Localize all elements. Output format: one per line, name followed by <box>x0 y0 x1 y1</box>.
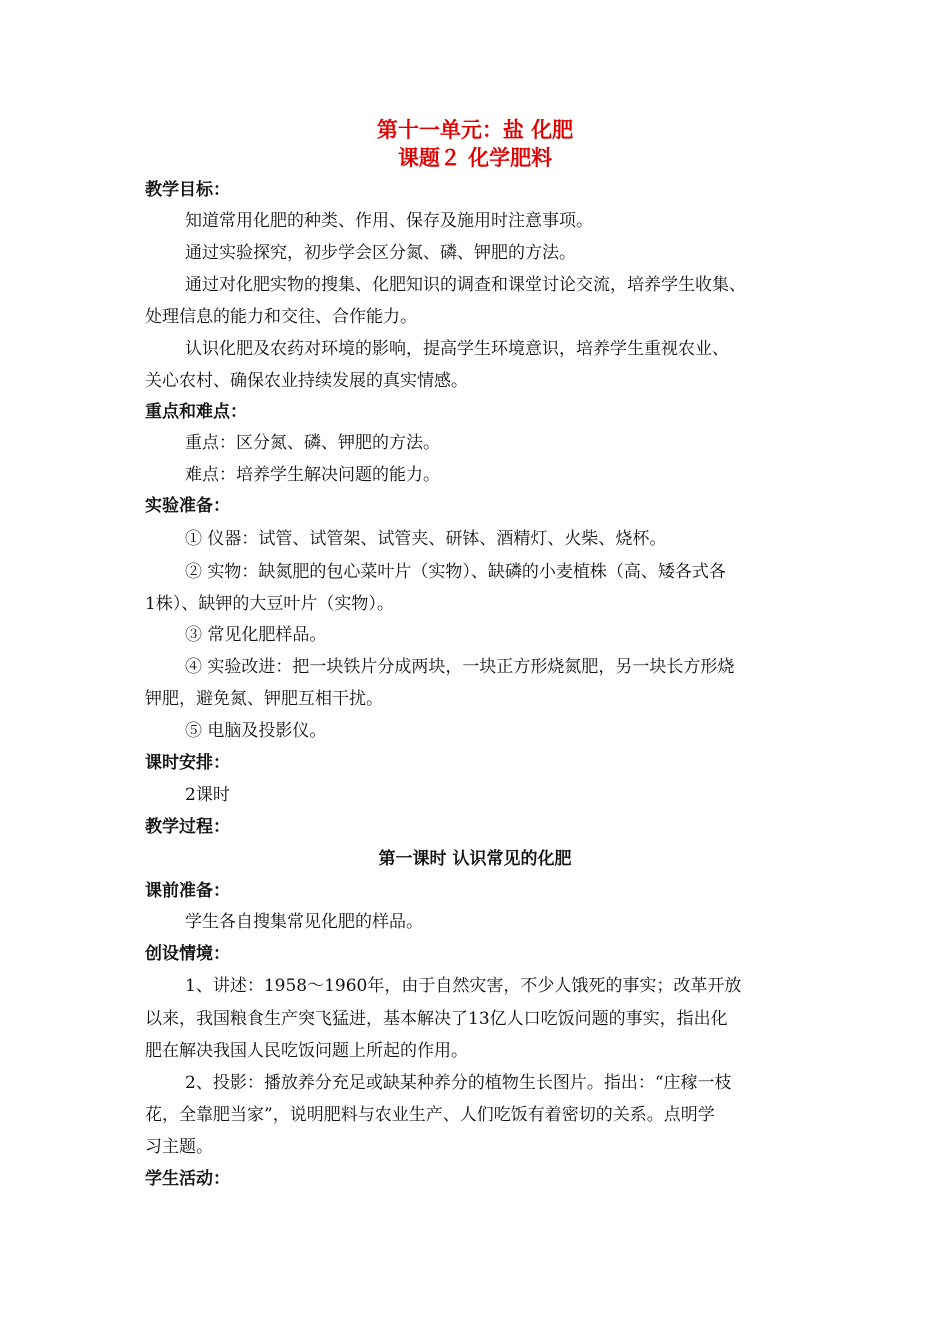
paragraph: 2课时 <box>185 785 230 805</box>
paragraph: 花，全靠肥当家”，说明肥料与农业生产、人们吃饭有着密切的关系。点明学 <box>145 1105 715 1125</box>
section-heading-student-activity: 学生活动： <box>145 1169 230 1189</box>
paragraph: 通过对化肥实物的搜集、化肥知识的调查和课堂讨论交流，培养学生收集、 <box>185 275 746 295</box>
paragraph: ⑤ 电脑及投影仪。 <box>185 721 327 741</box>
paragraph: 认识化肥及农药对环境的影响，提高学生环境意识，培养学生重视农业、 <box>185 339 729 359</box>
paragraph: 1、讲述：1958～1960年，由于自然灾害，不少人饿死的事实；改革开放 <box>185 976 742 996</box>
section-heading-pre-class: 课前准备： <box>145 881 230 901</box>
section-heading-scenario: 创设情境： <box>145 944 230 964</box>
paragraph: 钾肥，避免氮、钾肥互相干扰。 <box>145 689 383 709</box>
paragraph: 重点：区分氮、磷、钾肥的方法。 <box>185 433 440 453</box>
paragraph: 知道常用化肥的种类、作用、保存及施用时注意事项。 <box>185 211 593 231</box>
lesson-title: 课题２ 化学肥料 <box>397 145 553 170</box>
section-heading-preparation: 实验准备： <box>145 496 230 516</box>
unit-title: 第十一单元：盐 化肥 <box>376 117 574 142</box>
lesson-one-title: 第一课时 认识常见的化肥 <box>378 849 572 869</box>
paragraph: 通过实验探究，初步学会区分氮、磷、钾肥的方法。 <box>185 243 576 263</box>
section-heading-process: 教学过程： <box>145 817 230 837</box>
paragraph: ④ 实验改进：把一块铁片分成两块，一块正方形烧氮肥，另一块长方形烧 <box>185 657 735 677</box>
paragraph: ③ 常见化肥样品。 <box>185 625 327 645</box>
section-heading-key-points: 重点和难点： <box>145 402 247 422</box>
paragraph: 以来，我国粮食生产突飞猛进，基本解决了13亿人口吃饭问题的事实，指出化 <box>145 1009 728 1029</box>
paragraph: 关心农村、确保农业持续发展的真实情感。 <box>145 371 468 391</box>
paragraph: 肥在解决我国人民吃饭问题上所起的作用。 <box>145 1041 468 1061</box>
section-heading-schedule: 课时安排： <box>145 753 230 773</box>
paragraph: 难点：培养学生解决问题的能力。 <box>185 465 440 485</box>
paragraph: ② 实物：缺氮肥的包心菜叶片（实物）、缺磷的小麦植株（高、矮各式各 <box>185 562 726 582</box>
paragraph: 学生各自搜集常见化肥的样品。 <box>185 912 423 932</box>
paragraph: 1株）、缺钾的大豆叶片（实物）。 <box>145 594 394 614</box>
paragraph: ① 仪器：试管、试管架、试管夹、研钵、酒精灯、火柴、烧杯。 <box>185 529 667 549</box>
paragraph: 习主题。 <box>145 1137 213 1157</box>
section-heading-objectives: 教学目标： <box>145 180 230 200</box>
paragraph: 处理信息的能力和交往、合作能力。 <box>145 307 417 327</box>
paragraph: 2、投影：播放养分充足或缺某种养分的植物生长图片。指出：“庄稼一枝 <box>185 1073 732 1093</box>
